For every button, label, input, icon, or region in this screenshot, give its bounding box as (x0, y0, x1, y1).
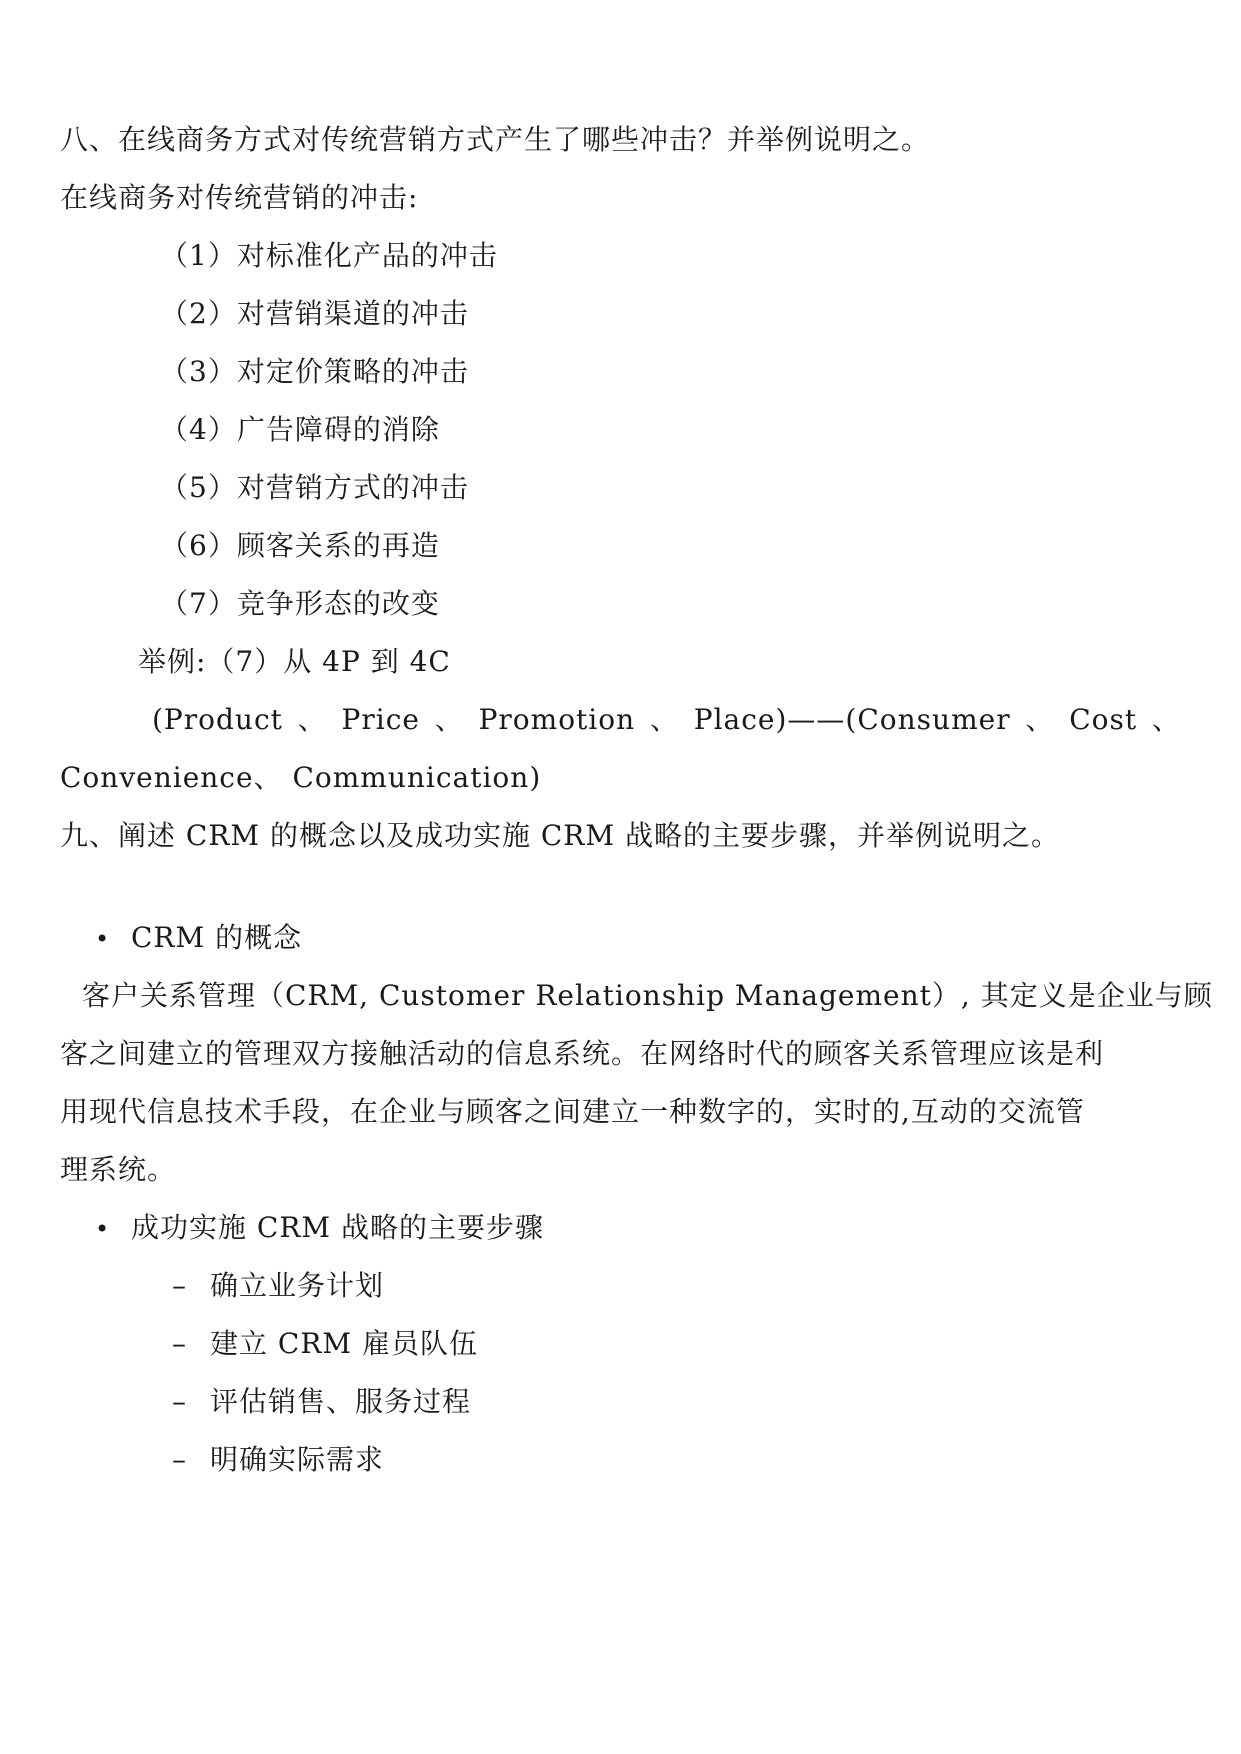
q8-intro: 在线商务对传统营销的冲击: (60, 181, 419, 214)
step-label: 建立 CRM 雇员队伍 (210, 1327, 478, 1360)
bullet-label: CRM 的概念 (131, 921, 303, 954)
example-token: Cost (1069, 703, 1138, 736)
q9-heading: 九、阐述 CRM 的概念以及成功实施 CRM 战略的主要步骤，并举例说明之。 (60, 819, 1060, 852)
bullet-icon: • (95, 1215, 111, 1243)
q8-item: （1）对标准化产品的冲击 (160, 239, 498, 272)
q9-paragraph-line: 客户关系管理（CRM, Customer Relationship Management）, 其定义是企业与顾 (82, 979, 1213, 1012)
q9-step (172, 1440, 384, 1480)
example-token: 、 (434, 703, 464, 736)
q8-item: （4）广告障碍的消除 (160, 413, 440, 446)
example-token: Price (341, 703, 420, 736)
q8-example-line2: Convenience、 Communication) (60, 761, 542, 794)
example-token: 、 (1025, 703, 1055, 736)
bullet-icon: • (95, 925, 111, 953)
example-token: Place)——(Consumer (693, 703, 1011, 736)
bullet-label: 成功实施 CRM 战略的主要步骤 (131, 1211, 544, 1244)
q9-step (172, 1266, 384, 1306)
dash-icon: – (172, 1327, 187, 1360)
q8-example-line1 (152, 700, 1181, 740)
q9-paragraph-line: 用现代信息技术手段，在企业与顾客之间建立一种数字的，实时的,互动的交流管 (60, 1095, 1085, 1128)
q9-bullet-concept (95, 918, 302, 959)
q8-example-label: 举例:（7）从 4P 到 4C (138, 645, 451, 678)
example-token: 、 (297, 703, 327, 736)
dash-icon: – (172, 1385, 187, 1418)
q9-paragraph-line: 理系统。 (60, 1153, 177, 1186)
q8-heading: 八、在线商务方式对传统营销方式产生了哪些冲击？并举例说明之。 (60, 123, 931, 156)
q9-step (172, 1324, 478, 1364)
example-token: 、 (649, 703, 679, 736)
step-label: 明确实际需求 (210, 1443, 385, 1476)
dash-icon: – (172, 1269, 187, 1302)
step-label: 确立业务计划 (210, 1269, 385, 1302)
q8-item: （6）顾客关系的再造 (160, 529, 440, 562)
q9-step (172, 1382, 471, 1422)
example-token: (Product (152, 703, 283, 736)
q8-item: （2）对营销渠道的冲击 (160, 297, 469, 330)
example-token: 、 (1151, 703, 1181, 736)
q8-item: （5）对营销方式的冲击 (160, 471, 469, 504)
step-label: 评估销售、服务过程 (210, 1385, 472, 1418)
q8-item: （3）对定价策略的冲击 (160, 355, 469, 388)
q8-item: （7）竞争形态的改变 (160, 587, 440, 620)
example-token: Promotion (478, 703, 636, 736)
q9-paragraph-line: 客之间建立的管理双方接触活动的信息系统。在网络时代的顾客关系管理应该是利 (60, 1037, 1105, 1070)
q9-bullet-steps (95, 1208, 544, 1249)
dash-icon: – (172, 1443, 187, 1476)
